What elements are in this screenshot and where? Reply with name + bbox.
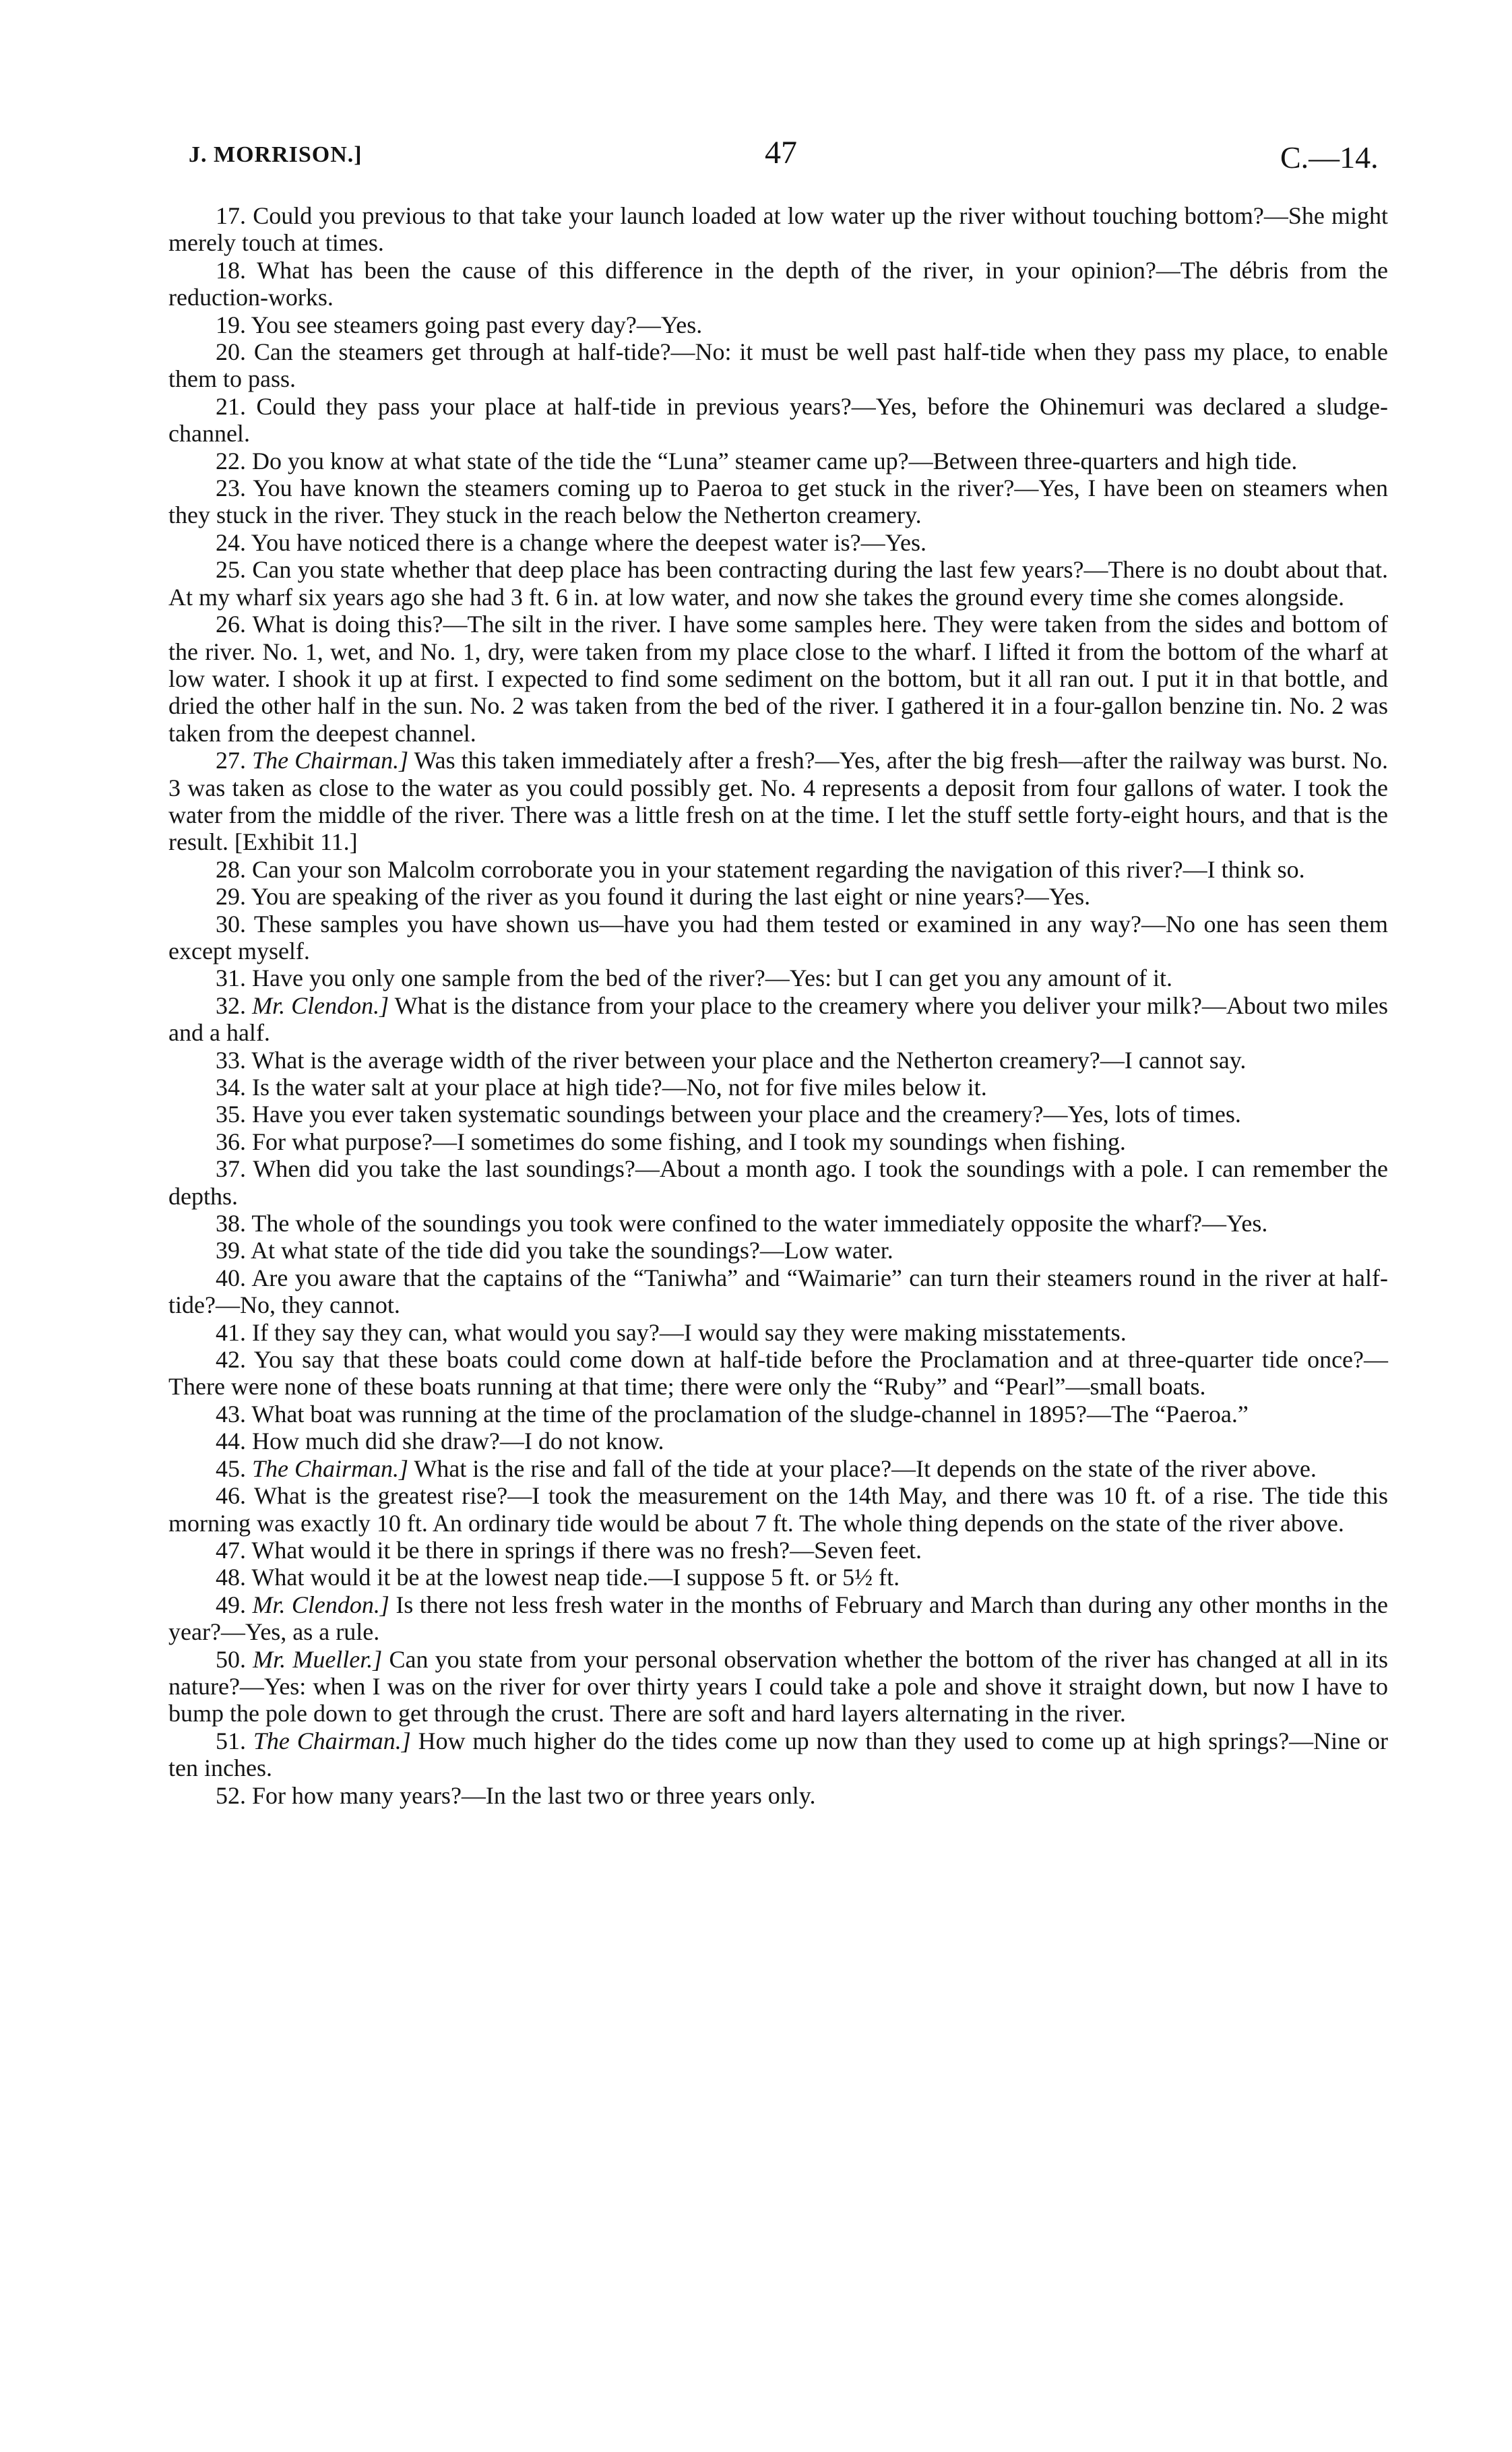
question-number: 17. <box>216 202 246 229</box>
question-number: 47. <box>216 1536 246 1564</box>
question-text: You see steamers going past every day?—Yes. <box>251 311 703 338</box>
question-number: 24. <box>216 528 246 556</box>
question-number: 39. <box>216 1237 246 1264</box>
question-paragraph <box>168 1155 1388 1210</box>
question-paragraph <box>168 611 1388 747</box>
speaker-label: The Chairman.] <box>252 747 409 774</box>
question-paragraph <box>168 529 1388 556</box>
question-text: The whole of the soundings you took were confined to the water immediately opposite the wharf?—Yes. <box>251 1210 1268 1237</box>
question-number: 43. <box>216 1400 246 1428</box>
question-text: Do you know at what state of the tide the “Luna” steamer came up?—Between three-quarters and high tide. <box>252 447 1298 474</box>
question-text: You have noticed there is a change where the deepest water is?—Yes. <box>251 528 927 556</box>
question-paragraph <box>168 1319 1388 1346</box>
question-paragraph <box>168 1482 1388 1537</box>
question-paragraph <box>168 1782 1388 1809</box>
question-text: How much did she draw?—I do not know. <box>252 1428 664 1455</box>
question-paragraph <box>168 311 1388 338</box>
question-number: 22. <box>216 447 246 474</box>
question-text: Could you previous to that take your launch loaded at low water up the river without touching bottom?—She might merely touch at times. <box>168 202 1389 257</box>
question-number: 31. <box>216 964 246 992</box>
question-paragraph <box>168 338 1388 393</box>
question-paragraph <box>168 856 1388 883</box>
question-text: At what state of the tide did you take the soundings?—Low water. <box>251 1237 893 1264</box>
question-number: 19. <box>216 311 246 338</box>
question-text: Have you only one sample from the bed of the river?—Yes: but I can get you any amount of it. <box>252 964 1173 992</box>
question-text: Are you aware that the captains of the “Taniwha” and “Waimarie” can turn their steamers round in the river at half-tide?—No, they cannot. <box>168 1264 1388 1319</box>
question-text: You say that these boats could come down at half-tide before the Proclamation and at three-quarter tide once?—There were none of these boats running at that time; there were only the “Ruby” and “Pearl”—small boats. <box>168 1346 1389 1401</box>
question-paragraph <box>168 1591 1388 1646</box>
question-number: 30. <box>216 910 246 938</box>
question-paragraph <box>168 1727 1388 1782</box>
question-paragraph <box>168 1128 1388 1155</box>
question-text: If they say they can, what would you say?—I would say they were making misstatements. <box>252 1318 1127 1346</box>
question-paragraph <box>168 1047 1388 1074</box>
question-text: What has been the cause of this difference in the depth of the river, in your opinion?—The débris from the reduction-works. <box>168 256 1389 311</box>
question-number: 35. <box>216 1101 246 1128</box>
speaker-label: The Chairman.] <box>252 1454 409 1482</box>
question-paragraph <box>168 1537 1388 1564</box>
question-text: Can you state whether that deep place has been contracting during the last few years?—There is no doubt about that. At my wharf six years ago she had 3 ft. 6 in. at low water, and now she takes the ground every time she comes alongside. <box>168 556 1388 611</box>
question-paragraph <box>168 992 1388 1047</box>
question-text: You are speaking of the river as you found it during the last eight or nine years?—Yes. <box>251 883 1091 911</box>
question-text: Could they pass your place at half-tide in previous years?—Yes, before the Ohinemuri was declared a sludge-channel. <box>168 392 1389 448</box>
question-number: 20. <box>216 338 246 366</box>
question-number: 37. <box>216 1155 246 1183</box>
question-text: What is doing this?—The silt in the river. I have some samples here. They were taken from the sides and bottom of the river. No. 1, wet, and No. 1, dry, were taken from my place close to the wharf. I lifted it from the bottom of the wharf at low water. I shook it up at first. I expected to find some sediment on the bottom, but it all ran out. I put it in that bottle, and dried the other half in the sun. No. 2 was taken from the bed of the river. I gathered it in a four-gallon benzine tin. No. 2 was taken from the deepest channel. <box>168 611 1388 747</box>
page-header <box>0 135 1512 185</box>
speaker-label: The Chairman.] <box>253 1727 411 1754</box>
speaker-label: Mr. Mueller.] <box>253 1645 383 1673</box>
question-number: 50. <box>216 1645 246 1673</box>
question-number: 36. <box>216 1128 246 1155</box>
question-text: Was this taken immediately after a fresh?—Yes, after the big fresh—after the railway was burst. No. 3 was taken as close to the water as you could possibly get. No. 4 represents a deposit from four gallons of water. I took the water from the middle of the river. There was a little fresh on at the time. I let the stuff settle forty-eight hours, and that is the result. [Exhibit 11.] <box>168 747 1389 856</box>
question-paragraph <box>168 1210 1388 1237</box>
question-paragraph <box>168 747 1388 856</box>
question-paragraph <box>168 1264 1388 1319</box>
question-number: 51. <box>216 1727 246 1754</box>
question-text: What would it be there in springs if there was no fresh?—Seven feet. <box>251 1536 922 1564</box>
question-number: 46. <box>216 1482 246 1510</box>
question-number: 42. <box>216 1346 246 1374</box>
speaker-label: Mr. Clendon.] <box>252 1591 389 1618</box>
question-text: For how many years?—In the last two or three years only. <box>252 1781 816 1809</box>
question-text: What is the distance from your place to the creamery where you deliver your milk?—About two miles and a half. <box>168 991 1389 1047</box>
question-number: 49. <box>216 1591 246 1618</box>
question-text: Is there not less fresh water in the months of February and March than during any other months in the year?—Yes, as a rule. <box>168 1591 1389 1646</box>
question-text: What boat was running at the time of the proclamation of the sludge-channel in 1895?—The “Paeroa.” <box>251 1400 1249 1428</box>
question-number: 28. <box>216 855 246 883</box>
question-paragraph <box>168 1101 1388 1128</box>
question-number: 29. <box>216 883 246 911</box>
question-paragraph <box>168 556 1388 611</box>
document-reference: C.—14. <box>1280 140 1379 175</box>
question-paragraph <box>168 1428 1388 1454</box>
question-number: 32. <box>216 991 246 1019</box>
page-number: 47 <box>765 135 797 171</box>
question-text: What is the greatest rise?—I took the measurement on the 14th May, and there was 10 ft. of a rise. The tide this morning was exactly 10 ft. An ordinary tide would be about 7 ft. The whole thing depends on the state of the river above. <box>168 1482 1388 1537</box>
question-text: How much higher do the tides come up now than they used to come up at high springs?—Nine or ten inches. <box>168 1727 1389 1782</box>
question-text: What is the average width of the river between your place and the Netherton creamery?—I cannot say. <box>251 1046 1247 1074</box>
question-text: What is the rise and fall of the tide at your place?—It depends on the state of the river above. <box>414 1454 1317 1482</box>
question-paragraph <box>168 257 1388 311</box>
question-number: 34. <box>216 1074 246 1101</box>
question-text: These samples you have shown us—have you had them tested or examined in any way?—No one has seen them except myself. <box>168 910 1389 964</box>
question-text: Is the water salt at your place at high tide?—No, not for five miles below it. <box>252 1074 987 1101</box>
question-number: 23. <box>216 474 246 502</box>
question-number: 41. <box>216 1318 246 1346</box>
question-number: 18. <box>216 256 246 284</box>
question-text: Have you ever taken systematic soundings between your place and the creamery?—Yes, lots of times. <box>252 1101 1241 1128</box>
question-text: What would it be at the lowest neap tide.—I suppose 5 ft. or 5½ ft. <box>251 1564 900 1591</box>
question-text: Can the steamers get through at half-tide?—No: it must be well past half-tide when they pass my place, to enable them to pass. <box>168 338 1389 393</box>
question-paragraph <box>168 393 1388 448</box>
question-paragraph <box>168 1401 1388 1428</box>
witness-name: J. MORRISON.] <box>189 142 363 167</box>
question-number: 33. <box>216 1046 246 1074</box>
question-paragraph <box>168 964 1388 991</box>
question-number: 38. <box>216 1210 246 1237</box>
question-number: 45. <box>216 1454 246 1482</box>
question-paragraph <box>168 1346 1388 1401</box>
question-paragraph <box>168 448 1388 474</box>
question-number: 40. <box>216 1264 246 1291</box>
question-paragraph <box>168 1646 1388 1727</box>
question-paragraph <box>168 1455 1388 1482</box>
question-paragraph <box>168 474 1388 529</box>
question-paragraph <box>168 883 1388 910</box>
question-number: 21. <box>216 392 246 420</box>
question-text: For what purpose?—I sometimes do some fishing, and I took my soundings when fishing. <box>252 1128 1126 1155</box>
question-number: 25. <box>216 556 246 584</box>
speaker-label: Mr. Clendon.] <box>252 991 389 1019</box>
question-paragraph <box>168 1237 1388 1264</box>
question-number: 52. <box>216 1781 246 1809</box>
testimony-body <box>168 202 1388 1809</box>
question-text: You have known the steamers coming up to Paeroa to get stuck in the river?—Yes, I have been on steamers when they stuck in the river. They stuck in the reach below the Netherton creamery. <box>168 474 1389 529</box>
question-number: 44. <box>216 1428 246 1455</box>
question-text: When did you take the last soundings?—About a month ago. I took the soundings with a pole. I can remember the depths. <box>168 1155 1388 1210</box>
question-number: 27. <box>216 747 246 774</box>
question-text: Can you state from your personal observation whether the bottom of the river has changed at all in its nature?—Yes: when I was on the river for over thirty years I could take a pole and shove it straight down, but now I have to bump the pole down to get through the crust. There are soft and hard layers alternating in the river. <box>168 1645 1389 1727</box>
question-paragraph <box>168 202 1388 257</box>
question-number: 26. <box>216 611 246 638</box>
question-paragraph <box>168 911 1388 965</box>
question-paragraph <box>168 1074 1388 1101</box>
question-paragraph <box>168 1564 1388 1591</box>
question-text: Can your son Malcolm corroborate you in your statement regarding the navigation of this river?—I think so. <box>252 855 1305 883</box>
question-number: 48. <box>216 1564 246 1591</box>
